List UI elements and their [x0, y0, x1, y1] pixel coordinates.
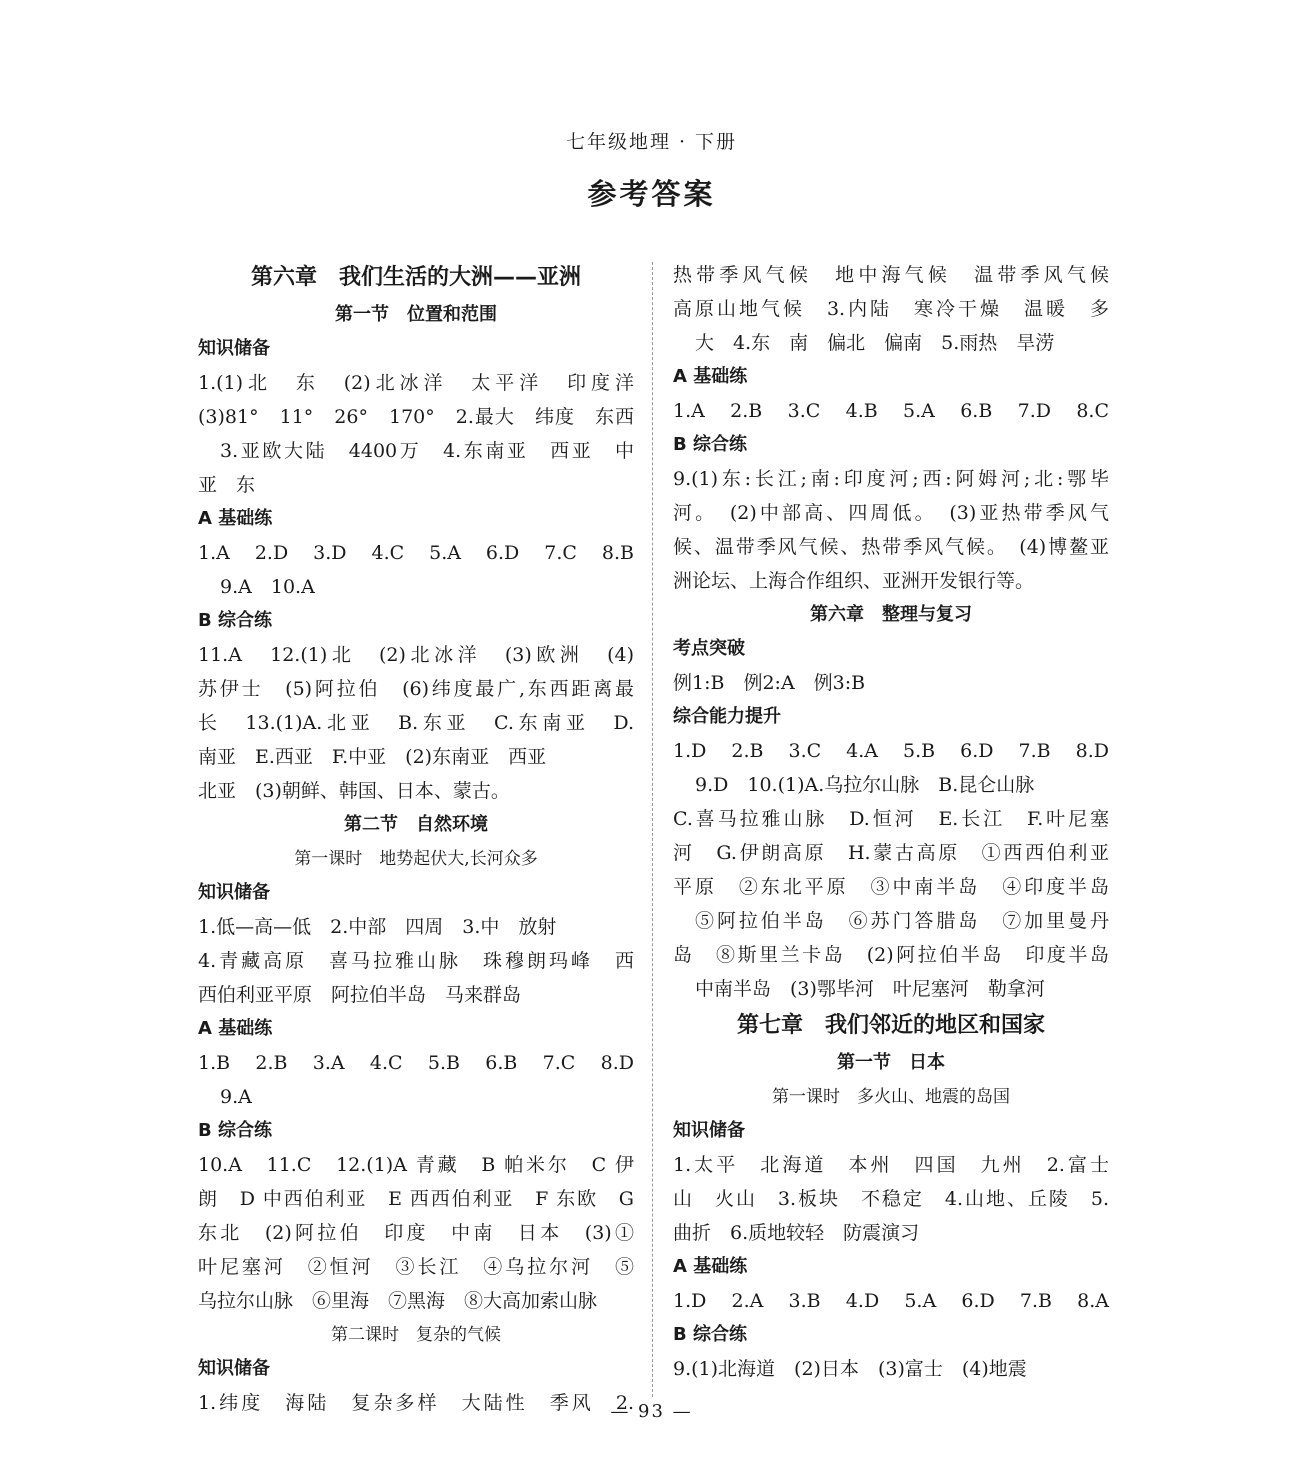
- answer-line: 1.A 2.D 3.D 4.C 5.A 6.D 7.C 8.B: [198, 542, 634, 564]
- answer-line: 1.D 2.A 3.B 4.D 5.A 6.D 7.B 8.A: [673, 1290, 1109, 1312]
- section-heading: 第一节 日本: [837, 1052, 945, 1073]
- lesson-heading: 第二课时 复杂的气候: [331, 1325, 501, 1345]
- answer-line: 平原 ②东北平原 ③中南半岛 ④印度半岛: [673, 876, 1109, 898]
- exercise-block-heading: A 基础练: [673, 1256, 748, 1277]
- running-head: 七年级地理 · 下册: [565, 131, 738, 153]
- answer-line: 4.青藏高原 喜马拉雅山脉 珠穆朗玛峰 西: [198, 950, 634, 972]
- answer-line: 热带季风气候 地中海气候 温带季风气候: [673, 264, 1109, 286]
- answer-line: 亚 东: [198, 474, 256, 496]
- answer-line: 1.A 2.B 3.C 4.B 5.A 6.B 7.D 8.C: [673, 400, 1109, 422]
- lesson-heading: 第一课时 多火山、地震的岛国: [772, 1087, 1010, 1107]
- page-title: 参考答案: [587, 177, 716, 211]
- exercise-block-heading: B 综合练: [198, 1120, 272, 1141]
- exercise-block-heading: 知识储备: [198, 882, 270, 903]
- answer-line: 东北 (2)阿拉伯 印度 中南 日本 (3)①: [198, 1222, 634, 1244]
- exercise-block-heading: B 综合练: [673, 434, 747, 455]
- chapter-heading: 第七章 我们邻近的地区和国家: [736, 1013, 1045, 1038]
- answer-line: ⑤阿拉伯半岛 ⑥苏门答腊岛 ⑦加里曼丹: [695, 910, 1109, 932]
- answer-line: 1.纬度 海陆 复杂多样 大陆性 季风 2.: [198, 1392, 634, 1414]
- answer-line: 洲论坛、上海合作组织、亚洲开发银行等。: [673, 570, 1035, 592]
- exercise-block-heading: B 综合练: [673, 1324, 747, 1345]
- answer-line: 苏伊士 (5)阿拉伯 (6)纬度最广,东西距离最: [198, 678, 634, 700]
- answer-line: 河 G.伊朗高原 H.蒙古高原 ①西西伯利亚: [673, 842, 1109, 864]
- exercise-block-heading: 知识储备: [673, 1120, 745, 1141]
- answer-line: 朗 D 中西伯利亚 E 西西伯利亚 F 东欧 G: [198, 1188, 634, 1210]
- exercise-block-heading: B 综合练: [198, 610, 272, 631]
- answer-line: 10.A 11.C 12.(1)A 青藏 B 帕米尔 C 伊: [198, 1154, 634, 1176]
- answer-line: 9.(1)东:长江;南:印度河;西:阿姆河;北:鄂毕: [673, 468, 1109, 490]
- column-divider: [652, 262, 653, 1397]
- exercise-block-heading: 知识储备: [198, 1358, 270, 1379]
- answer-line: 山 火山 3.板块 不稳定 4.山地、丘陵 5.: [673, 1188, 1109, 1210]
- answer-line: 3.亚欧大陆 4400万 4.东南亚 西亚 中: [220, 440, 634, 462]
- answer-line: 候、温带季风气候、热带季风气候。 (4)博鳌亚: [673, 536, 1109, 558]
- answer-line: 南亚 E.西亚 F.中亚 (2)东南亚 西亚: [198, 746, 547, 768]
- answer-line: 中南半岛 (3)鄂毕河 叶尼塞河 勒拿河: [695, 978, 1045, 1000]
- section-heading: 第一节 位置和范围: [335, 304, 497, 325]
- exercise-block-heading: A 基础练: [198, 508, 273, 529]
- answer-line: 河。 (2)中部高、四周低。 (3)亚热带季风气: [673, 502, 1109, 524]
- exercise-block-heading: 知识储备: [198, 338, 270, 359]
- answer-line: 大 4.东 南 偏北 偏南 5.雨热 旱涝: [695, 332, 1055, 354]
- exercise-block-heading: 综合能力提升: [673, 706, 781, 727]
- chapter-heading: 第六章 我们生活的大洲——亚洲: [250, 265, 581, 290]
- lesson-heading: 第一课时 地势起伏大,长河众多: [294, 849, 538, 869]
- answer-line: 1.太平 北海道 本州 四国 九州 2.富士: [673, 1154, 1109, 1176]
- answer-line: 北亚 (3)朝鲜、韩国、日本、蒙古。: [198, 780, 510, 802]
- page-number: — 93 —: [610, 1401, 693, 1422]
- exercise-block-heading: 考点突破: [673, 638, 745, 659]
- exercise-block-heading: A 基础练: [673, 366, 748, 387]
- right-column: [673, 258, 1109, 1386]
- answer-line: 9.A: [220, 1086, 252, 1108]
- answer-line: 曲折 6.质地较轻 防震演习: [673, 1222, 920, 1244]
- left-column: [198, 258, 634, 1420]
- answer-line: C.喜马拉雅山脉 D.恒河 E.长江 F.叶尼塞: [673, 808, 1109, 830]
- answer-line: 1.低—高—低 2.中部 四周 3.中 放射: [198, 916, 557, 938]
- answer-line: 9.A 10.A: [220, 576, 315, 598]
- answer-line: 西伯利亚平原 阿拉伯半岛 马来群岛: [198, 984, 522, 1006]
- answer-line: 岛 ⑧斯里兰卡岛 (2)阿拉伯半岛 印度半岛: [673, 944, 1109, 966]
- answer-line: 高原山地气候 3.内陆 寒冷干燥 温暖 多: [673, 298, 1109, 320]
- answer-line: 11.A 12.(1)北 (2)北冰洋 (3)欧洲 (4): [198, 644, 634, 666]
- answer-line: (3)81° 11° 26° 170° 2.最大 纬度 东西: [198, 406, 634, 428]
- section-heading: 第六章 整理与复习: [810, 604, 972, 625]
- answer-line: 9.(1)北海道 (2)日本 (3)富士 (4)地震: [673, 1358, 1027, 1380]
- answer-line: 叶尼塞河 ②恒河 ③长江 ④乌拉尔河 ⑤: [198, 1256, 634, 1278]
- answer-line: 长 13.(1)A.北亚 B.东亚 C.东南亚 D.: [198, 712, 634, 734]
- answer-line: 1.D 2.B 3.C 4.A 5.B 6.D 7.B 8.D: [673, 740, 1109, 762]
- answer-line: 1.(1)北 东 (2)北冰洋 太平洋 印度洋: [198, 372, 634, 394]
- answer-line: 乌拉尔山脉 ⑥里海 ⑦黑海 ⑧大高加索山脉: [198, 1290, 598, 1312]
- exercise-block-heading: A 基础练: [198, 1018, 273, 1039]
- answer-line: 9.D 10.(1)A.乌拉尔山脉 B.昆仑山脉: [695, 774, 1035, 796]
- answer-line: 例1:B 例2:A 例3:B: [673, 672, 866, 694]
- answer-line: 1.B 2.B 3.A 4.C 5.B 6.B 7.C 8.D: [198, 1052, 634, 1074]
- section-heading: 第二节 自然环境: [344, 814, 488, 835]
